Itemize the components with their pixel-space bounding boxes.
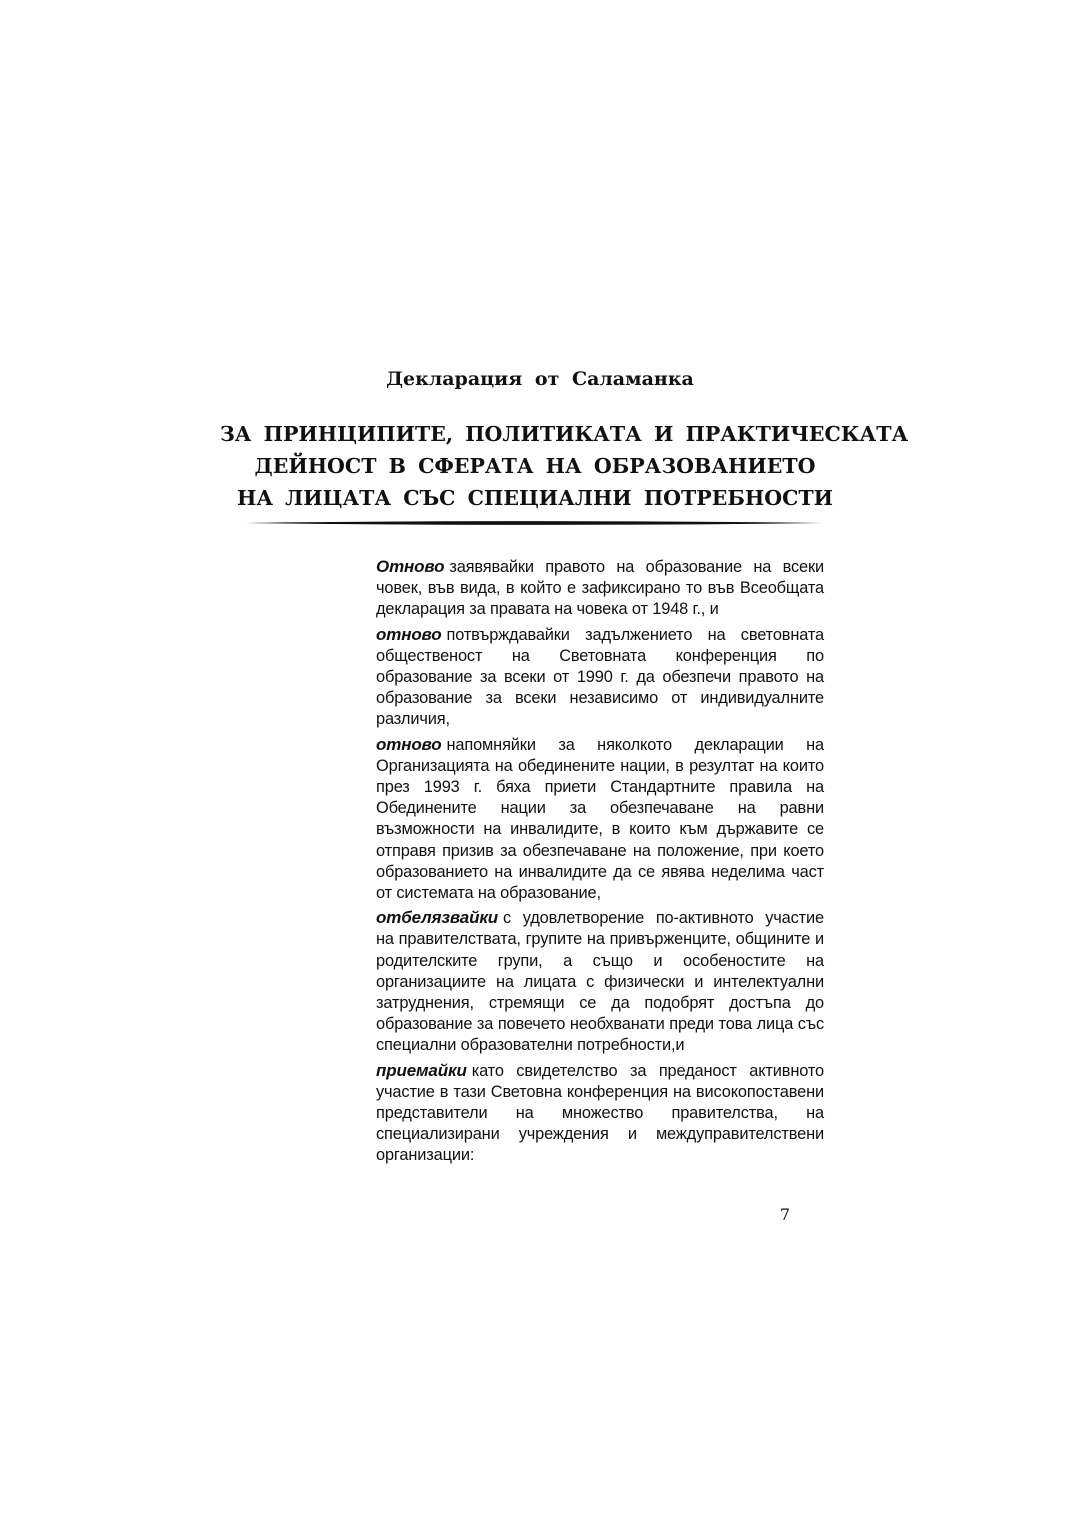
paragraph [376,556,824,621]
paragraph-text: потвърждавайки задължението на световната общественост на Световната конференция по образование за всеки от 1990 г. да обезпечи правото на образование за всеки независимо от индивидуалните различия, [376,625,824,729]
paragraph [376,734,824,905]
title-divider [246,518,823,528]
declaration-body [376,556,824,1170]
document-title [220,418,909,514]
paragraph-keyword: приемайки [376,1060,467,1080]
page-number: 7 [779,1205,791,1224]
paragraph-text: като свидетелство за преданост активното участие в тази Световна конференция на високопоставени представители на множество правителства, на специализирани учреждения и междуправителствени организации: [376,1061,824,1165]
title-line: ЗА ПРИНЦИПИТЕ, ПОЛИТИКАТА И ПРАКТИЧЕСКАТА [220,422,909,446]
document-subtitle: Декларация от Саламанка [386,368,694,390]
paragraph [376,907,824,1056]
paragraph-text: заявявайки правото на образование на всеки човек, във вида, в който е зафиксирано то във Всеобщата декларация за правата на човека от 1948 г., и [376,558,824,619]
paragraph [376,624,824,731]
paragraph-text: с удовлетворение по-активното участие на правителствата, групите на привърженците, общините и родителските групи, а също и особеностите на организациите на лицата с физически и интелектуални затруднения, стремящи се да подобрят достъпа до образование за повечето необхванати преди това лица със специални образователни потребности,и [376,909,824,1055]
paragraph-text: напомняйки за няколкото декларации на Организацията на обединените нации, в резултат на които през 1993 г. бяха приети Стандартните правила на Обединените нации за обезпечаване на равни възможности на инвалидите, в които към държавите се отправя призив за обезпечаване на положение, при което образованието на инвалидите да се явява неделима част от системата на образование, [376,735,824,903]
paragraph-keyword: Отново [376,557,445,576]
paragraph-keyword: отбелязвайки [376,908,499,928]
paragraph-keyword: отново [376,624,442,644]
title-line: ДЕЙНОСТ В СФЕРАТА НА ОБРАЗОВАНИЕТО [254,454,816,478]
paragraph [376,1060,824,1167]
paragraph-keyword: отново [376,734,442,754]
title-line: НА ЛИЦАТА СЪС СПЕЦИАЛНИ ПОТРЕБНОСТИ [236,486,834,510]
